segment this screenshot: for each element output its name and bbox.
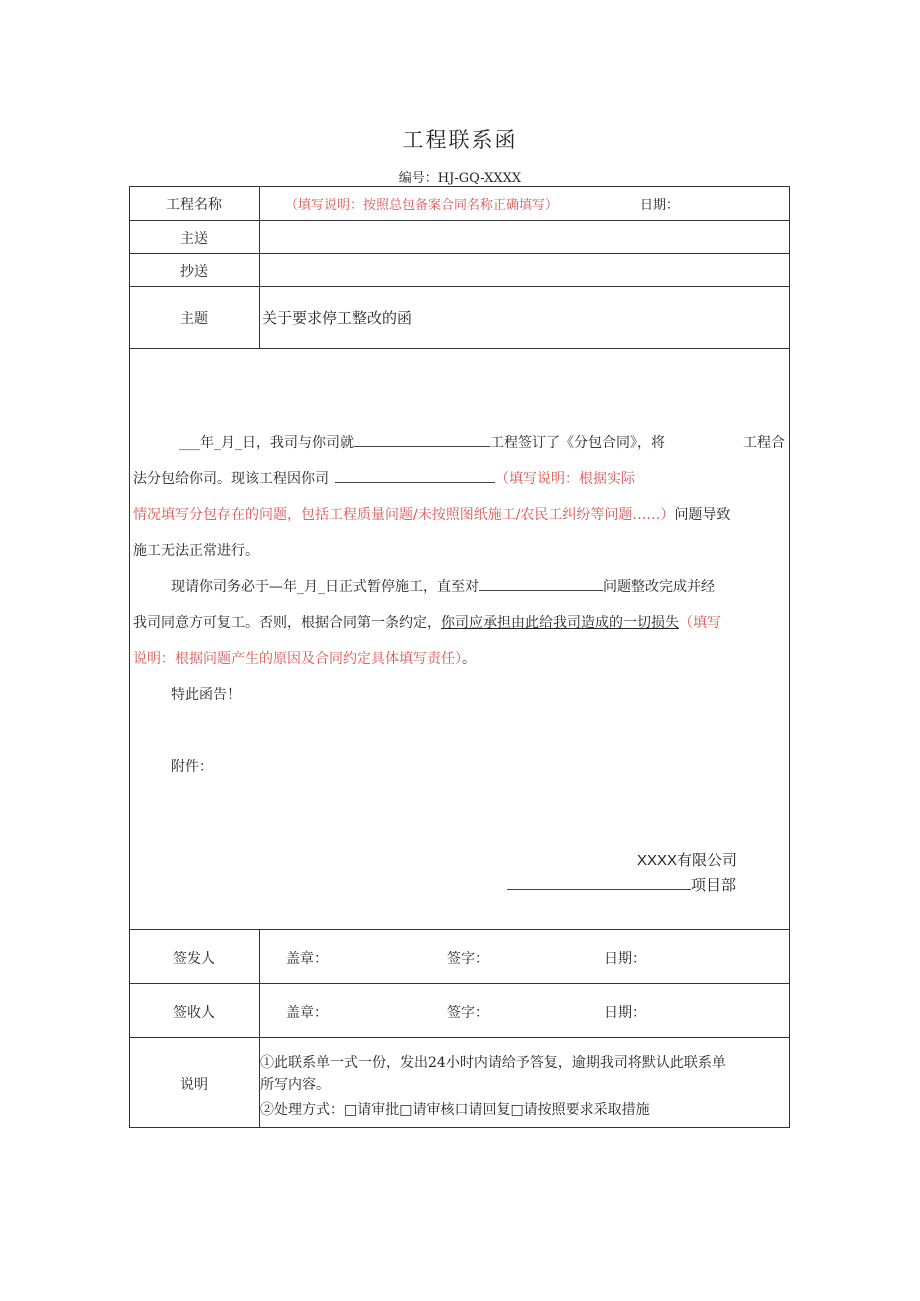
issue-blank[interactable]	[335, 468, 495, 483]
p4: 施工无法正常进行。	[133, 543, 259, 559]
attachment-label: 附件：	[171, 759, 213, 775]
issuer-date-label: 日期：	[604, 951, 646, 967]
cc-label: 抄送	[180, 264, 208, 280]
notes-label: 说明	[180, 1077, 208, 1093]
receiver-label: 签收人	[173, 1005, 215, 1021]
p5-a: 现请你司务必于—年_月_日正式暂停施工，直至对	[171, 579, 479, 595]
p2-note: （填写说明：根据实际	[495, 471, 635, 487]
project-name-note: （填写说明：按照总包备案合同名称正确填写）	[285, 198, 559, 213]
company-name: XXXX有限公司	[637, 852, 738, 869]
cc-field[interactable]	[263, 255, 785, 283]
document-number: 编号：HJ-GQ-XXXX	[398, 171, 522, 186]
project-date-label: 日期：	[640, 198, 680, 213]
notes-line-1: ①此联系单一式一份，发出24小时内请给予答复，逾期我司将默认此联系单	[260, 1055, 726, 1071]
closing: 特此函告！	[171, 687, 241, 703]
notes-line-3: ②处理方式：□请审批□请审核口请回复□请按照要求采取措施	[260, 1102, 650, 1118]
page-title: 工程联系函	[402, 128, 518, 152]
issuer-sign-label: 签字：	[447, 951, 489, 967]
send-to-label: 主送	[180, 231, 208, 247]
p7-tail: 。	[462, 651, 476, 667]
subject-label: 主题	[180, 311, 208, 327]
p3-note: 情况填写分包存在的问题，包括工程质量问题/未按照图纸施工/农民工纠纷等问题……）	[133, 507, 675, 523]
p1-b: 工程签订了《分包合同》，将	[490, 435, 665, 451]
form-table	[129, 186, 790, 1128]
p6-a: 我司同意方可复工。否则，根据合同第一条约定，	[133, 615, 441, 631]
p2-a: 法分包给你司。现该工程因你司	[133, 471, 329, 487]
p3-tail: 问题导致	[674, 507, 731, 523]
project-blank[interactable]	[354, 432, 490, 447]
project-name-label: 工程名称	[166, 197, 222, 213]
issuer-seal-label: 盖章：	[286, 951, 328, 967]
receiver-seal-label: 盖章：	[286, 1005, 328, 1021]
rectify-blank[interactable]	[479, 576, 603, 591]
department-label: 项目部	[691, 877, 737, 894]
subject-value: 关于要求停工整改的函	[262, 309, 413, 327]
p7-note: 说明：根据问题产生的原因及合同约定具体填写责任）	[133, 651, 462, 667]
notes-line-2: 所写内容。	[260, 1077, 330, 1093]
p5-b: 问题整改完成并经	[603, 579, 715, 595]
p6-underlined: 你司应承担由此给我司造成的一切损失	[441, 615, 679, 631]
send-to-field[interactable]	[263, 222, 785, 250]
p6-note: （填写	[679, 615, 721, 631]
receiver-sign-label: 签字：	[447, 1005, 489, 1021]
department-blank[interactable]	[507, 876, 691, 890]
p1-a: ___年_月_日，我司与你司就	[179, 435, 354, 451]
p1-c: 工程合	[743, 435, 785, 451]
issuer-label: 签发人	[173, 951, 215, 967]
receiver-date-label: 日期：	[604, 1005, 646, 1021]
